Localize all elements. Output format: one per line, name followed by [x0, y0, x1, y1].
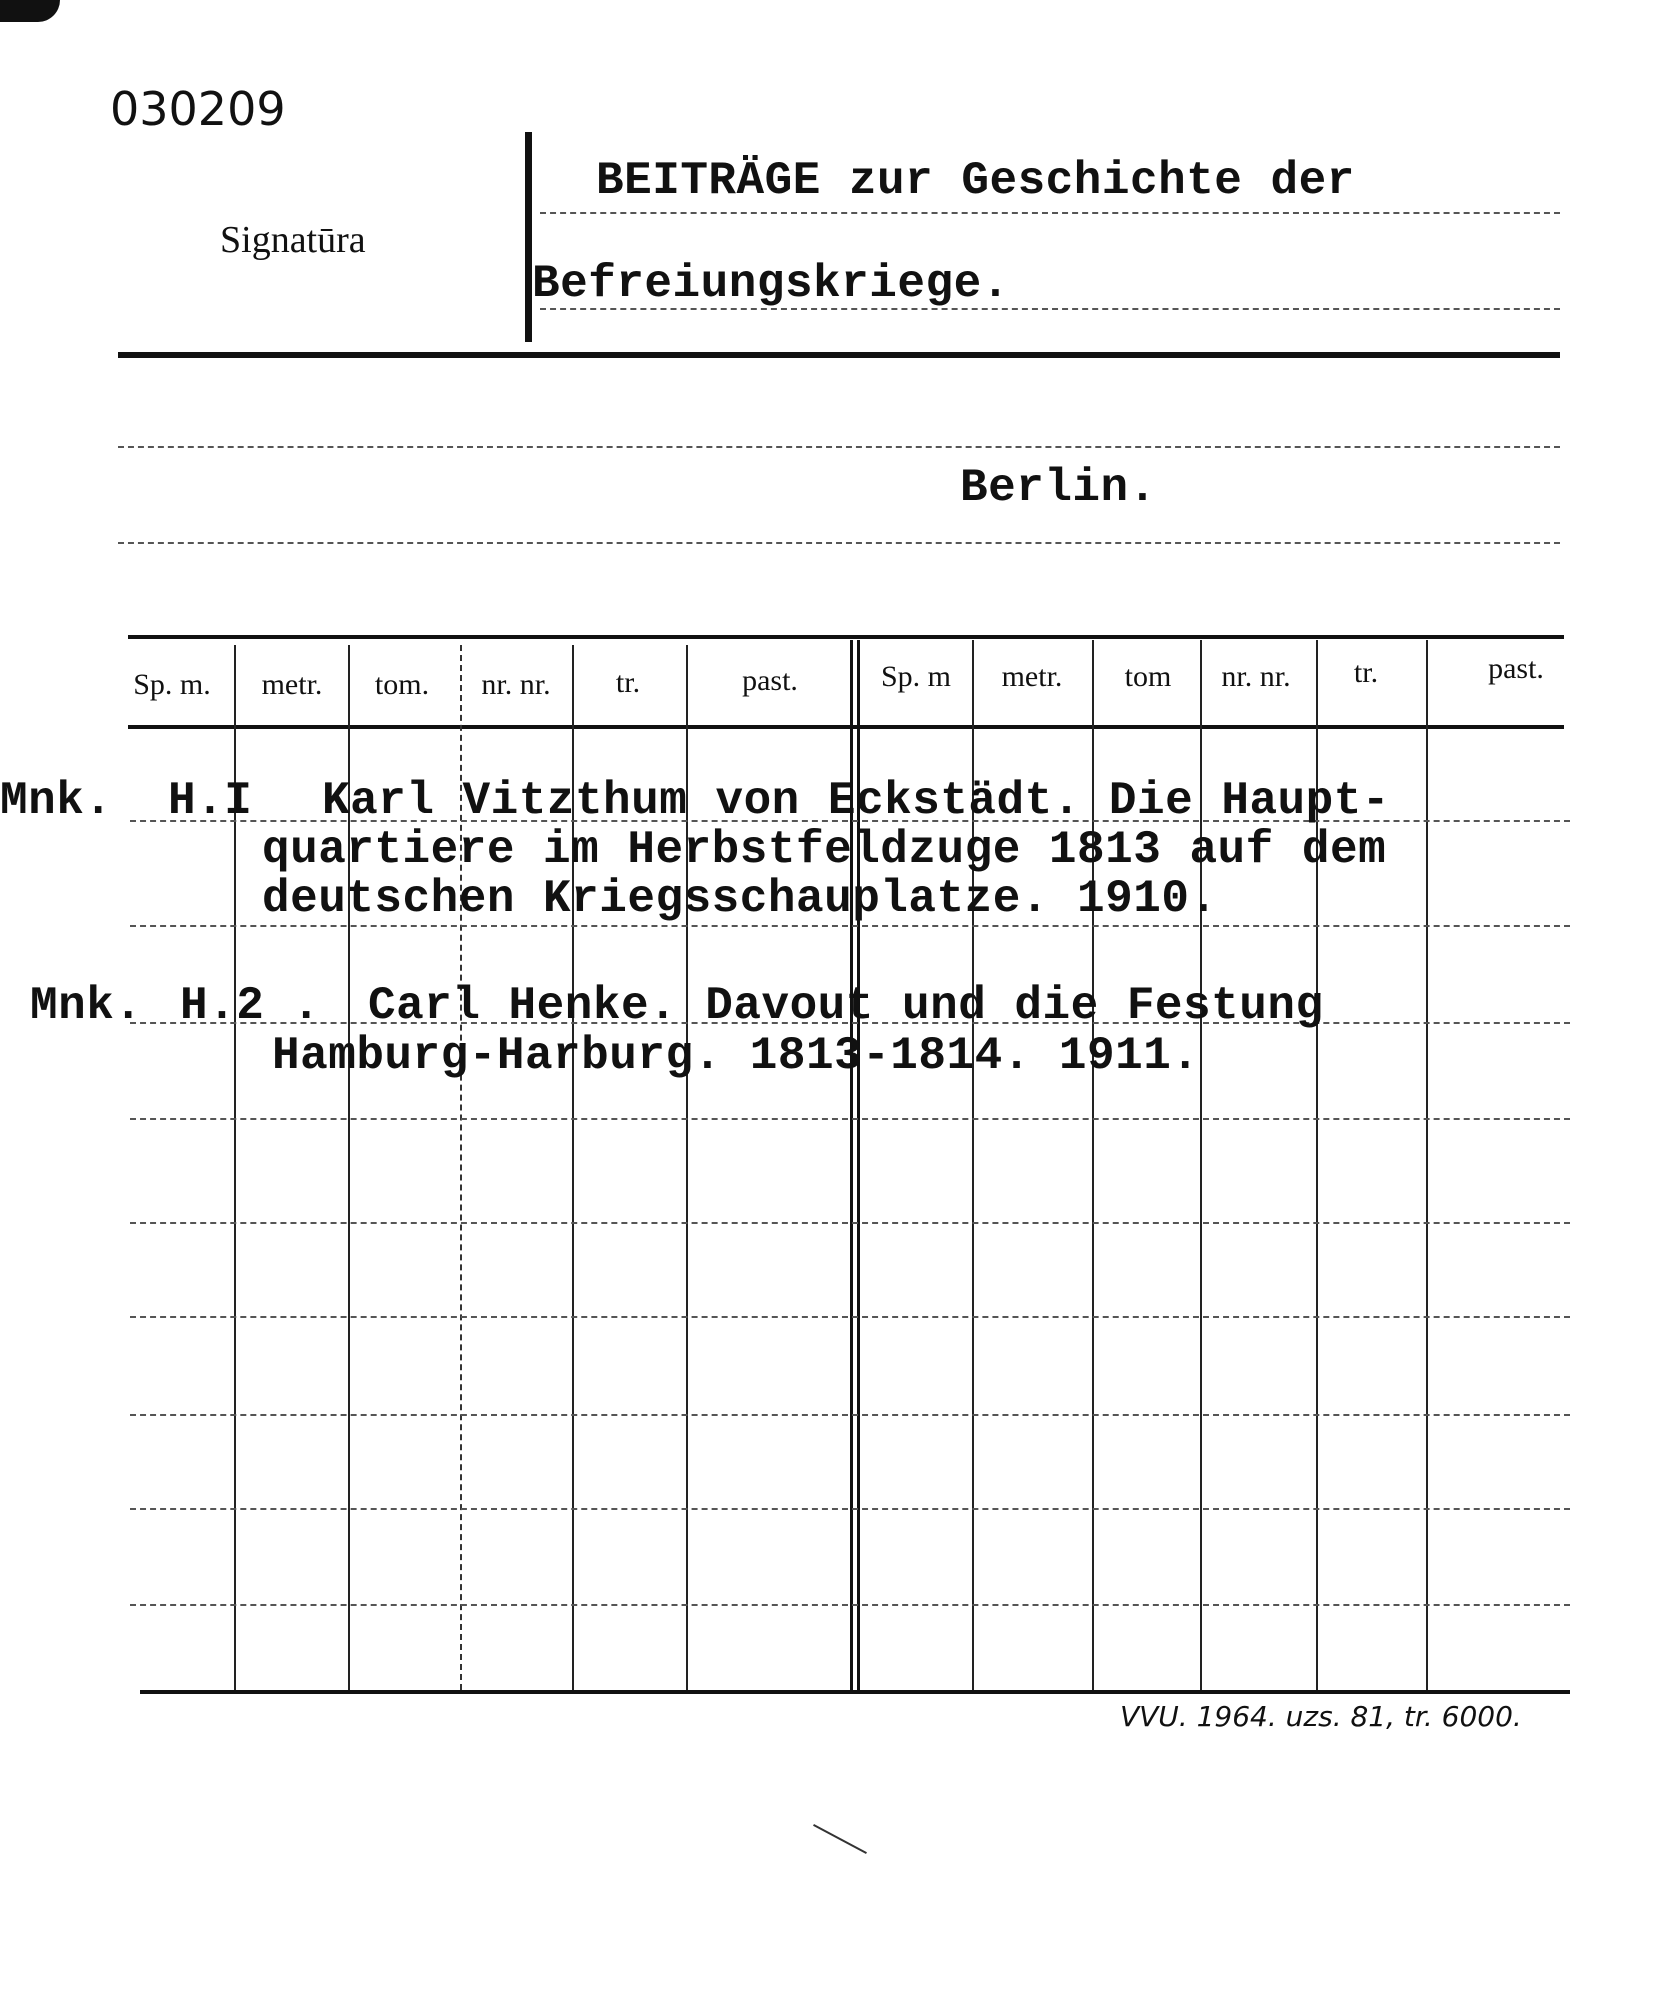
- table-bottom-rule: [140, 1690, 1570, 1694]
- entry-1-line-3: deutschen Kriegsschauplatze. 1910.: [262, 873, 1218, 925]
- header-rule: [118, 352, 1560, 358]
- footer-note: VVU. 1964. uzs. 81, tr. 6000.: [1120, 1700, 1522, 1733]
- col-sep-11: [1426, 640, 1428, 1690]
- entry-2-line-1: Carl Henke. Davout und die Festung: [368, 980, 1324, 1032]
- header-past-2: past.: [1488, 652, 1544, 685]
- row-rule-4: [130, 1118, 1570, 1120]
- header-tr-2: tr.: [1353, 656, 1379, 689]
- entry-1-line-2: quartiere im Herbstfeldzuge 1813 auf dem: [262, 824, 1387, 876]
- title-line-1: BEITRÄGE zur Geschichte der: [596, 155, 1355, 207]
- scan-mark-bottom: [813, 1824, 867, 1854]
- title-rule-2: [540, 308, 1560, 310]
- row-rule-2: [130, 925, 1570, 927]
- header-tom-1: tom.: [374, 668, 430, 701]
- header-nr-2: nr. nr.: [1221, 660, 1291, 693]
- table-header-rule: [128, 725, 1564, 729]
- header-nr-1: nr. nr.: [481, 668, 551, 701]
- card-number: 030209: [110, 82, 286, 136]
- entry-1-shelf: Mnk.: [0, 775, 113, 827]
- place: Berlin.: [960, 462, 1157, 514]
- entry-1-volume: H.I: [168, 775, 253, 827]
- header-tom-2: tom: [1124, 660, 1172, 693]
- place-rule-2: [118, 542, 1560, 544]
- place-rule-1: [118, 446, 1560, 448]
- header-metr-2: metr.: [1001, 660, 1063, 693]
- entry-1-line-1: Karl Vitzthum von Eckstädt. Die Haupt-: [322, 775, 1390, 827]
- row-rule-9: [130, 1604, 1570, 1606]
- entry-2-shelf: Mnk.: [30, 980, 143, 1032]
- entry-2-volume: H.2 .: [180, 980, 321, 1032]
- row-rule-5: [130, 1222, 1570, 1224]
- title-divider: [525, 132, 532, 342]
- title-rule-1: [540, 212, 1560, 214]
- header-metr-1: metr.: [261, 668, 323, 701]
- title-line-2: Befreiungskriege.: [532, 258, 1010, 310]
- entry-2-line-2: Hamburg-Harburg. 1813-1814. 1911.: [272, 1030, 1200, 1082]
- header-past-1: past.: [742, 664, 798, 697]
- signature-label: Signatūra: [220, 219, 366, 261]
- header-sp-m-2: Sp. m: [880, 660, 952, 693]
- scan-mark-corner: [0, 0, 60, 22]
- header-sp-m-1: Sp. m.: [133, 668, 211, 701]
- row-rule-6: [130, 1316, 1570, 1318]
- row-rule-7: [130, 1414, 1570, 1416]
- table-top-rule: [128, 635, 1564, 639]
- header-tr-1: tr.: [615, 666, 641, 699]
- row-rule-8: [130, 1508, 1570, 1510]
